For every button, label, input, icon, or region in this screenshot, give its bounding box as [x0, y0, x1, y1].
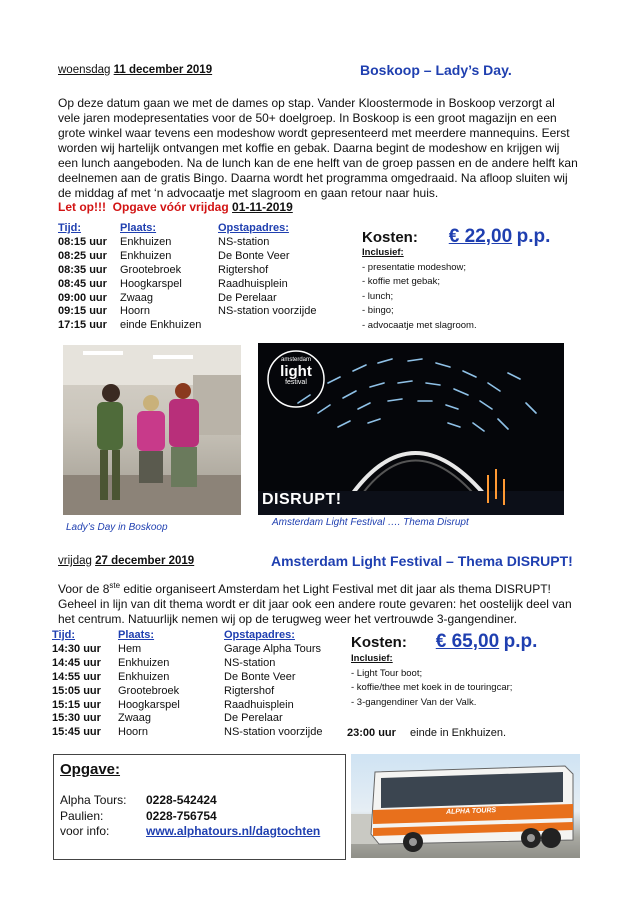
event1-place-header: Plaats:: [120, 222, 157, 234]
event1-stop: NS-station: [218, 235, 270, 248]
event1-stop: De Perelaar: [218, 291, 277, 304]
event2-place: Hoogkarspel: [118, 698, 180, 711]
light-festival-photo: [258, 343, 564, 515]
event1-inclusive-item: - advocaatje met slagroom.: [362, 319, 477, 331]
event2-place: Grootebroek: [118, 684, 180, 697]
event2-place: Hem: [118, 642, 142, 655]
opgave-box: [53, 754, 346, 860]
event1-inclusive-list: [362, 246, 477, 333]
event1-stop: Rigtershof: [218, 263, 269, 276]
event1-time: 08:35 uur: [58, 263, 107, 276]
event2-time: 14:55 uur: [52, 670, 101, 683]
event1-stop-header: Opstapadres:: [218, 222, 289, 234]
event1-stop: NS-station voorzijde: [218, 305, 317, 318]
event1-day: woensdag: [58, 64, 111, 76]
event2-inclusive-item: - koffie/thee met koek in de touringcar;: [351, 682, 513, 693]
event1-cost-amount: € 22,00: [448, 226, 513, 247]
event2-stop: De Bonte Veer: [224, 670, 296, 683]
event2-desc-sup: ste: [109, 581, 121, 590]
event1-inclusive-item: - presentatie modeshow;: [362, 261, 467, 273]
opgave-label: Alpha Tours:: [60, 793, 127, 807]
event2-description: [58, 578, 583, 627]
event1-description: Op deze datum gaan we met de dames op stap. Vander Kloostermode in Boskoop verzorgt al vele jaren modepresentaties voor de 50+ doelgroep. In Boskoop is een groot magazijn en een grote winkel waar tevens een modeshow wordt gepresenteerd met meerdere mannequins. Eerst worden wij hartelijk ontvangen met koffie en gebak. Daarna begint de modeshow en krijgen wij een lunch aangeboden. Na de lunch kan de ene helft van de groep passen en de andere helft kan deelnemen aan de gratis Bingo. Daarna wordt het programma omgedraaid. Na afloop sluiten wij de middag af met ‘n advocaatje met slagroom en gaan retour naar huis.: [58, 96, 578, 200]
event1-time: 09:15 uur: [58, 305, 107, 318]
festival-logo-line1: amsterdam: [280, 357, 311, 363]
event1-place: Enkhuizen: [120, 249, 172, 262]
event1-inclusive-item: - bingo;: [362, 305, 394, 316]
event1-time: 08:15 uur: [58, 235, 107, 248]
event2-stop: De Perelaar: [224, 712, 283, 725]
opgave-values: [146, 793, 320, 840]
event2-title: Amsterdam Light Festival – Thema DISRUPT!: [271, 553, 573, 569]
event1-place: Hoogkarspel: [120, 277, 182, 290]
event2-place: Enkhuizen: [118, 670, 170, 683]
event2-inclusive-item: - Light Tour boot;: [351, 667, 423, 679]
event1-place: einde Enkhuizen: [120, 319, 202, 332]
event2-stop: Garage Alpha Tours: [224, 642, 322, 655]
event2-stop-column: [224, 629, 322, 740]
event1-date-line: [58, 64, 212, 76]
opgave-phone-paulien: 0228-756754: [146, 808, 217, 823]
event2-place-header: Plaats:: [118, 629, 155, 641]
event2-time-header: Tijd:: [52, 629, 76, 641]
event1-place: Hoorn: [120, 305, 150, 318]
event2-date-line: [58, 555, 194, 567]
event2-time: 14:45 uur: [52, 656, 101, 669]
event2-date: 27 december 2019: [95, 555, 195, 567]
event2-desc-rest: editie organiseert Amsterdam het Light Festival met dit jaar als thema DISRUPT! Geheel in lijn van dit thema wordt er dit jaar ook een andere route gevaren: het oostelijk deel van het centrum. Natuurlijk nemen wij op de terugweg weer het vertrouwde 3-gangendiner.: [58, 582, 572, 626]
event1-time-column: [58, 222, 107, 333]
event1-cost: [362, 226, 550, 248]
festival-logo: [274, 357, 318, 387]
festival-logo-line2: light: [280, 363, 312, 380]
opgave-phone-alpha: 0228-542424: [146, 793, 217, 807]
event1-place: Grootebroek: [120, 263, 182, 276]
event2-end-time: 23:00 uur: [347, 727, 396, 739]
event1-place: Enkhuizen: [120, 235, 172, 248]
event1-warning-line: [58, 200, 293, 214]
event2-cost-label: Kosten:: [351, 634, 407, 651]
event2-cost-amount: € 65,00: [435, 631, 500, 652]
event2-time: 15:15 uur: [52, 698, 101, 711]
event2-stop: NS-station: [224, 656, 276, 669]
event2-end-text: einde in Enkhuizen.: [410, 727, 507, 739]
opgave-info-link[interactable]: www.alphatours.nl/dagtochten: [146, 824, 321, 838]
event1-warning: Let op!!!: [58, 200, 106, 214]
event1-inclusive-item: - lunch;: [362, 290, 394, 302]
event1-place: Zwaag: [120, 291, 154, 304]
bus-photo-image: [351, 754, 580, 858]
event2-time: 15:30 uur: [52, 712, 101, 725]
event1-time: 09:00 uur: [58, 291, 107, 304]
event2-stop-header: Opstapadres:: [224, 629, 295, 641]
event2-desc-start: Voor de 8: [58, 582, 110, 596]
event1-time: 17:15 uur: [58, 319, 107, 332]
event2-cost: [351, 631, 537, 653]
event2-time: 14:30 uur: [52, 642, 101, 655]
festival-overlay-text: DISRUPT!: [262, 491, 342, 508]
event2-day: vrijdag: [58, 555, 92, 567]
opgave-label: voor info:: [60, 824, 110, 838]
event1-deadline-label: Opgave vóór vrijdag: [112, 200, 229, 214]
event2-place: Zwaag: [118, 712, 152, 725]
event1-inclusive-label: Inclusief:: [362, 247, 404, 258]
event2-stop: Raadhuisplein: [224, 698, 294, 711]
event2-time: 15:45 uur: [52, 726, 101, 739]
bus-brand: ALPHA TOURS: [445, 807, 497, 816]
festival-caption: Amsterdam Light Festival …. Thema Disrupt: [272, 517, 469, 528]
event1-time: 08:25 uur: [58, 249, 107, 262]
event1-inclusive-item: - koffie met gebak;: [362, 276, 440, 287]
ladys-day-photo-image: [63, 345, 241, 515]
ladys-day-photo: [63, 345, 241, 515]
ladys-day-caption: Lady’s Day in Boskoop: [66, 522, 168, 533]
event2-place-column: [118, 629, 180, 740]
event1-place-column: [120, 222, 201, 333]
event1-stop: Raadhuisplein: [218, 277, 288, 290]
event2-end: [347, 727, 506, 739]
event2-place: Enkhuizen: [118, 656, 170, 669]
event1-date: 11 december 2019: [113, 64, 213, 76]
event2-time-column: [52, 629, 101, 740]
event1-stop-column: [218, 222, 316, 319]
event1-stop: De Bonte Veer: [218, 249, 290, 262]
event2-stop: NS-station voorzijde: [224, 726, 323, 739]
event2-inclusive-list: [351, 652, 512, 710]
event2-inclusive-label: Inclusief:: [351, 653, 393, 664]
festival-logo-line3: festival: [285, 379, 307, 386]
event1-cost-label: Kosten:: [362, 229, 418, 246]
opgave-title: Opgave:: [60, 761, 121, 778]
event1-time: 08:45 uur: [58, 277, 107, 290]
event2-cost-unit: p.p.: [503, 631, 538, 652]
event2-place: Hoorn: [118, 726, 148, 739]
event2-stop: Rigtershof: [224, 684, 275, 697]
event1-time-header: Tijd:: [58, 222, 82, 234]
event2-inclusive-item: - 3-gangendiner Van der Valk.: [351, 696, 477, 708]
opgave-label: Paulien:: [60, 808, 104, 823]
event2-time: 15:05 uur: [52, 684, 101, 697]
event1-cost-unit: p.p.: [516, 226, 551, 247]
event1-deadline-date: 01-11-2019: [232, 200, 293, 214]
bus-photo: [351, 754, 580, 858]
event1-title: Boskoop – Lady’s Day.: [360, 62, 512, 78]
opgave-labels: [60, 793, 127, 840]
